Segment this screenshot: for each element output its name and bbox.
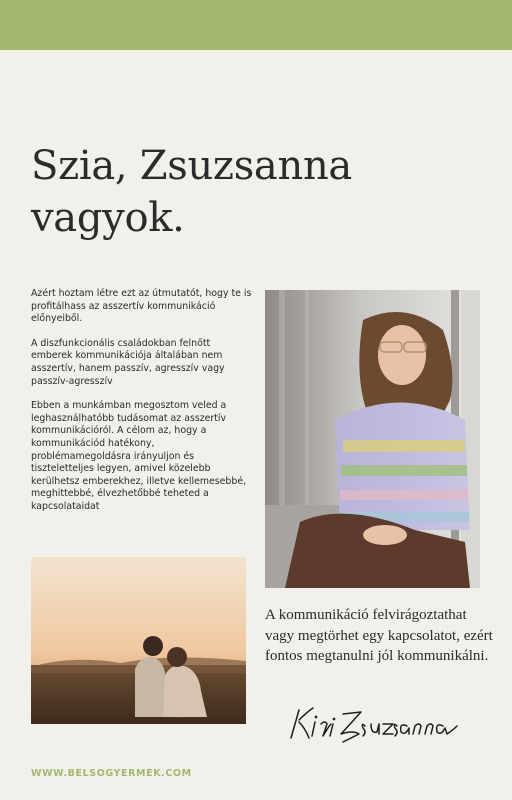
intro-paragraph-1: Azért hoztam létre ezt az útmutatót, hogy te is profitálhass az asszertív kommunikáció előnyeiből. [31,288,252,325]
handwritten-signature [285,700,465,744]
heading-line-2: vagyok. [31,195,185,241]
intro-paragraph-3: Ebben a munkámban megosztom veled a leghasználhatóbb tudásomat az asszertív kommunikációról. A célom az, hogy a kommunikációd hatékony, problémamegoldásra irányuljon és tiszteletteljes legyen, amivel közelebb kerülhetsz emberekhez, illetve kellemesebbé, meghittebbé, élvezhetőbbé teheted a kapcsolataidat [31,400,247,512]
website-url[interactable]: WWW.BELSOGYERMEK.COM [31,768,192,779]
intro-text [31,288,253,526]
page-heading [31,140,471,244]
author-portrait-photo [265,290,480,588]
intro-paragraph-2: A diszfunkcionális családokban felnőtt emberek kommunikációja általában nem asszertív, hanem passzív, agresszív vagy passzív-agresszív [31,337,225,387]
heading-line-1: Szia, Zsuzsanna [31,143,352,189]
top-color-band [0,0,512,50]
couple-sunset-photo [31,557,246,724]
quote-text: A kommunikáció felvirágoztathat vagy megtörhet egy kapcsolatot, ezért fontos megtanulni jól kommunikálni. [265,607,493,664]
